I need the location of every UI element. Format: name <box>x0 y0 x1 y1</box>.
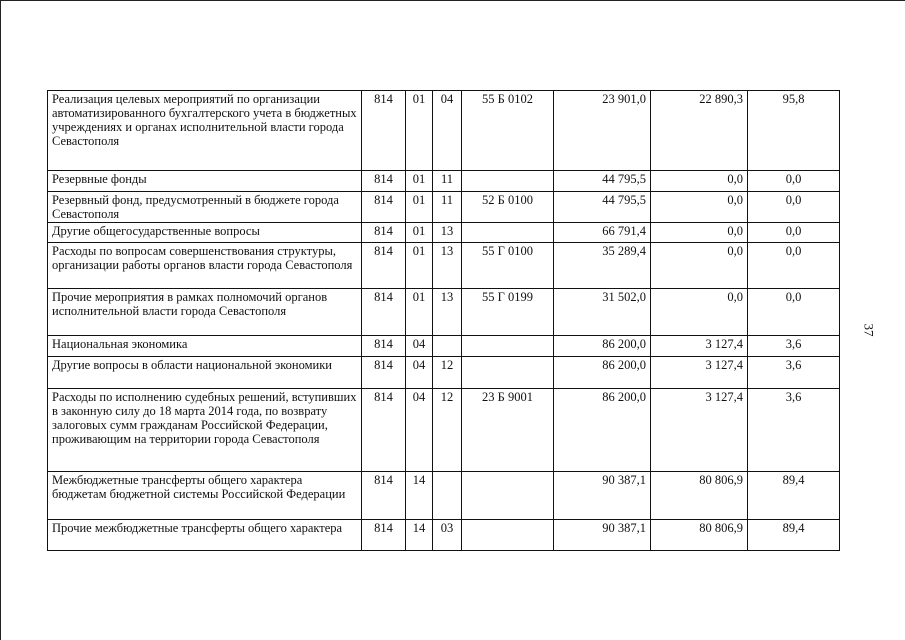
target-article-cell: 55 Б 0102 <box>462 91 554 171</box>
row-name-cell: Резервный фонд, предусмотренный в бюджете города Севастополя <box>48 192 362 223</box>
plan-amount-cell: 23 901,0 <box>554 91 651 171</box>
subsection-code-cell: 12 <box>433 389 462 472</box>
percent-cell: 3,6 <box>748 357 840 389</box>
actual-amount-cell: 3 127,4 <box>651 336 748 357</box>
ved-code-cell: 814 <box>362 91 406 171</box>
section-code-cell: 14 <box>406 472 433 520</box>
row-name-cell: Национальная экономика <box>48 336 362 357</box>
actual-amount-cell: 22 890,3 <box>651 91 748 171</box>
plan-amount-cell: 86 200,0 <box>554 336 651 357</box>
actual-amount-cell: 3 127,4 <box>651 389 748 472</box>
plan-amount-cell: 35 289,4 <box>554 243 651 289</box>
subsection-code-cell: 03 <box>433 520 462 551</box>
table-row <box>48 243 840 289</box>
plan-amount-cell: 31 502,0 <box>554 289 651 336</box>
actual-amount-cell: 0,0 <box>651 192 748 223</box>
scan-edge-top <box>0 0 905 1</box>
ved-code-cell: 814 <box>362 192 406 223</box>
target-article-cell <box>462 223 554 243</box>
ved-code-cell: 814 <box>362 289 406 336</box>
section-code-cell: 01 <box>406 171 433 192</box>
plan-amount-cell: 86 200,0 <box>554 389 651 472</box>
row-name-cell: Расходы по исполнению судебных решений, вступивших в законную силу до 18 марта 2014 года, по возврату залоговых сумм гражданам Российской Федерации, проживающим на территории города Севастополя <box>48 389 362 472</box>
target-article-cell <box>462 357 554 389</box>
percent-cell: 89,4 <box>748 472 840 520</box>
plan-amount-cell: 66 791,4 <box>554 223 651 243</box>
table-row <box>48 91 840 171</box>
target-article-cell: 55 Г 0199 <box>462 289 554 336</box>
percent-cell: 3,6 <box>748 336 840 357</box>
budget-table <box>47 90 840 551</box>
section-code-cell: 01 <box>406 192 433 223</box>
actual-amount-cell: 0,0 <box>651 289 748 336</box>
row-name-cell: Резервные фонды <box>48 171 362 192</box>
ved-code-cell: 814 <box>362 223 406 243</box>
percent-cell: 3,6 <box>748 389 840 472</box>
section-code-cell: 01 <box>406 243 433 289</box>
section-code-cell: 04 <box>406 389 433 472</box>
ved-code-cell: 814 <box>362 472 406 520</box>
actual-amount-cell: 0,0 <box>651 223 748 243</box>
section-code-cell: 04 <box>406 336 433 357</box>
table-row <box>48 472 840 520</box>
ved-code-cell: 814 <box>362 389 406 472</box>
table-row <box>48 171 840 192</box>
percent-cell: 89,4 <box>748 520 840 551</box>
ved-code-cell: 814 <box>362 171 406 192</box>
target-article-cell: 23 Б 9001 <box>462 389 554 472</box>
target-article-cell: 52 Б 0100 <box>462 192 554 223</box>
table-row <box>48 192 840 223</box>
section-code-cell: 01 <box>406 289 433 336</box>
plan-amount-cell: 90 387,1 <box>554 472 651 520</box>
plan-amount-cell: 90 387,1 <box>554 520 651 551</box>
subsection-code-cell: 04 <box>433 91 462 171</box>
actual-amount-cell: 80 806,9 <box>651 520 748 551</box>
table-row <box>48 357 840 389</box>
row-name-cell: Прочие мероприятия в рамках полномочий органов исполнительной власти города Севастополя <box>48 289 362 336</box>
subsection-code-cell: 11 <box>433 171 462 192</box>
scan-edge-left <box>0 0 1 640</box>
section-code-cell: 14 <box>406 520 433 551</box>
subsection-code-cell: 13 <box>433 223 462 243</box>
ved-code-cell: 814 <box>362 520 406 551</box>
section-code-cell: 01 <box>406 223 433 243</box>
plan-amount-cell: 86 200,0 <box>554 357 651 389</box>
ved-code-cell: 814 <box>362 357 406 389</box>
row-name-cell: Другие общегосударственные вопросы <box>48 223 362 243</box>
subsection-code-cell: 11 <box>433 192 462 223</box>
subsection-code-cell <box>433 336 462 357</box>
target-article-cell <box>462 171 554 192</box>
subsection-code-cell: 13 <box>433 243 462 289</box>
percent-cell: 0,0 <box>748 223 840 243</box>
ved-code-cell: 814 <box>362 243 406 289</box>
actual-amount-cell: 0,0 <box>651 171 748 192</box>
target-article-cell <box>462 472 554 520</box>
row-name-cell: Расходы по вопросам совершенствования структуры, организации работы органов власти города Севастополя <box>48 243 362 289</box>
section-code-cell: 01 <box>406 91 433 171</box>
subsection-code-cell: 13 <box>433 289 462 336</box>
actual-amount-cell: 0,0 <box>651 243 748 289</box>
row-name-cell: Межбюджетные трансферты общего характера бюджетам бюджетной системы Российской Федерации <box>48 472 362 520</box>
page-number: 37 <box>861 323 877 337</box>
table-row <box>48 289 840 336</box>
table-body <box>48 91 840 551</box>
actual-amount-cell: 3 127,4 <box>651 357 748 389</box>
target-article-cell <box>462 336 554 357</box>
plan-amount-cell: 44 795,5 <box>554 192 651 223</box>
table-row <box>48 223 840 243</box>
table-row <box>48 520 840 551</box>
percent-cell: 0,0 <box>748 192 840 223</box>
row-name-cell: Реализация целевых мероприятий по организации автоматизированного бухгалтерского учета в бюджетных учреждениях и органах исполнительной власти города Севастополя <box>48 91 362 171</box>
percent-cell: 0,0 <box>748 171 840 192</box>
section-code-cell: 04 <box>406 357 433 389</box>
target-article-cell <box>462 520 554 551</box>
row-name-cell: Прочие межбюджетные трансферты общего характера <box>48 520 362 551</box>
plan-amount-cell: 44 795,5 <box>554 171 651 192</box>
percent-cell: 95,8 <box>748 91 840 171</box>
ved-code-cell: 814 <box>362 336 406 357</box>
table-row <box>48 336 840 357</box>
percent-cell: 0,0 <box>748 243 840 289</box>
percent-cell: 0,0 <box>748 289 840 336</box>
table-row <box>48 389 840 472</box>
target-article-cell: 55 Г 0100 <box>462 243 554 289</box>
subsection-code-cell <box>433 472 462 520</box>
subsection-code-cell: 12 <box>433 357 462 389</box>
row-name-cell: Другие вопросы в области национальной экономики <box>48 357 362 389</box>
actual-amount-cell: 80 806,9 <box>651 472 748 520</box>
